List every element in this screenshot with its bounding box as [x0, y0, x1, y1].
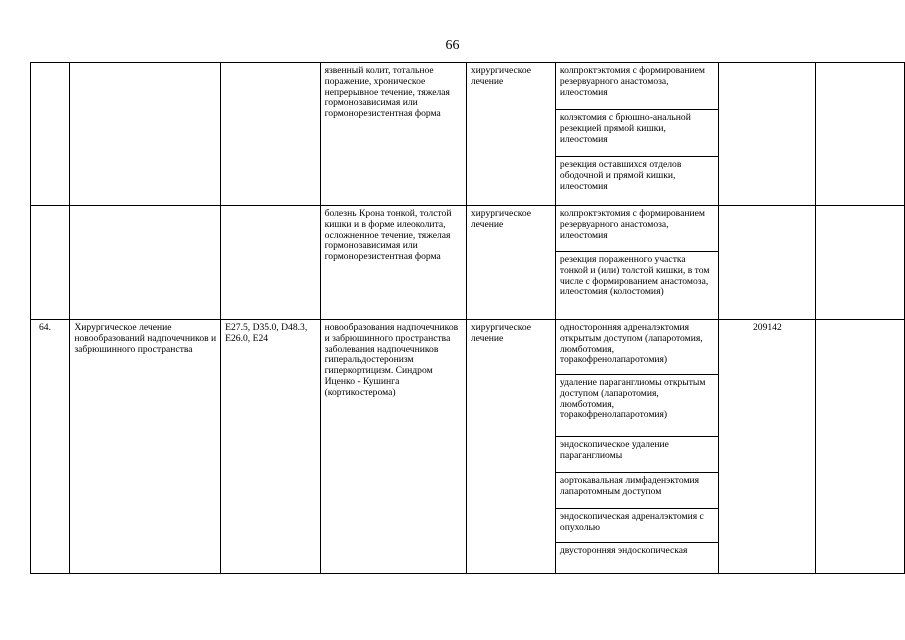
icd-codes-cell — [221, 206, 320, 320]
extra-cell — [816, 320, 905, 574]
patient-model-cell: болезнь Крона тонкой, толстой кишки и в форме илеоколита, осложненное течение, тяжелая гормонозависимая или гормонорезистентная форма — [320, 206, 466, 320]
methods-cell — [555, 206, 718, 320]
methods-cell — [555, 320, 718, 574]
cost-cell — [718, 63, 816, 206]
method-item: эндоскопическая адреналэктомия с опухолью — [556, 509, 718, 543]
page-number: 66 — [445, 38, 460, 53]
profile-name-cell — [70, 63, 221, 206]
table-row — [31, 206, 905, 320]
method-item: односторонняя адреналэктомия открытым доступом (лапаротомия, люмботомия, торакофренолапаротомия) — [556, 320, 718, 375]
cost-cell — [718, 206, 816, 320]
methods-cell — [555, 63, 718, 206]
services-table — [30, 62, 905, 574]
method-item: резекция оставшихся отделов ободочной и прямой кишки, илеостомия — [559, 159, 682, 192]
profile-name-cell — [70, 206, 221, 320]
method-item: резекция пораженного участка тонкой и (или) толстой кишки, в том числе с формированием анастомоза, илеостомия (колостомия) — [559, 254, 710, 298]
method-item: аортокавальная лимфаденэктомия лапаротомным доступом — [556, 473, 718, 509]
patient-model-cell: новообразования надпочечников и забрюшинного пространства заболевания надпочечников гиперальдостеронизм гиперкортицизм. Синдром Иценко - Кушинга (кортикостерома) — [320, 320, 466, 574]
method-item: двусторонняя эндоскопическая — [559, 545, 688, 556]
cost-cell: 209142 — [718, 320, 816, 574]
extra-cell — [816, 63, 905, 206]
row-number-cell — [31, 206, 70, 320]
method-item: эндоскопическое удаление параганглиомы — [556, 437, 718, 473]
treatment-type-cell: хирургическое лечение — [466, 320, 555, 574]
profile-name-cell: Хирургическое лечение новообразований надпочечников и забрюшинного пространства — [70, 320, 221, 574]
icd-codes-cell: E27.5, D35.0, D48.3, E26.0, E24 — [221, 320, 320, 574]
table-row — [31, 63, 905, 206]
treatment-type-cell: хирургическое лечение — [466, 63, 555, 206]
table-row — [31, 320, 905, 574]
row-number-cell: 64. — [31, 320, 70, 574]
row-number-cell — [31, 63, 70, 206]
method-item: колпроктэктомия с формированием резервуарного анастомоза, илеостомия — [556, 63, 718, 110]
method-item: удаление параганглиомы открытым доступом (лапаротомия, люмботомия, торакофренолапаротомия) — [556, 375, 718, 437]
extra-cell — [816, 206, 905, 320]
patient-model-cell: язвенный колит, тотальное поражение, хроническое непрерывное течение, тяжелая гормонозависимая или гормонорезистентная форма — [320, 63, 466, 206]
icd-codes-cell — [221, 63, 320, 206]
method-item: колпроктэктомия с формированием резервуарного анастомоза, илеостомия — [556, 206, 718, 252]
method-item: колэктомия с брюшно-анальной резекцией прямой кишки, илеостомия — [556, 110, 718, 157]
treatment-type-cell: хирургическое лечение — [466, 206, 555, 320]
